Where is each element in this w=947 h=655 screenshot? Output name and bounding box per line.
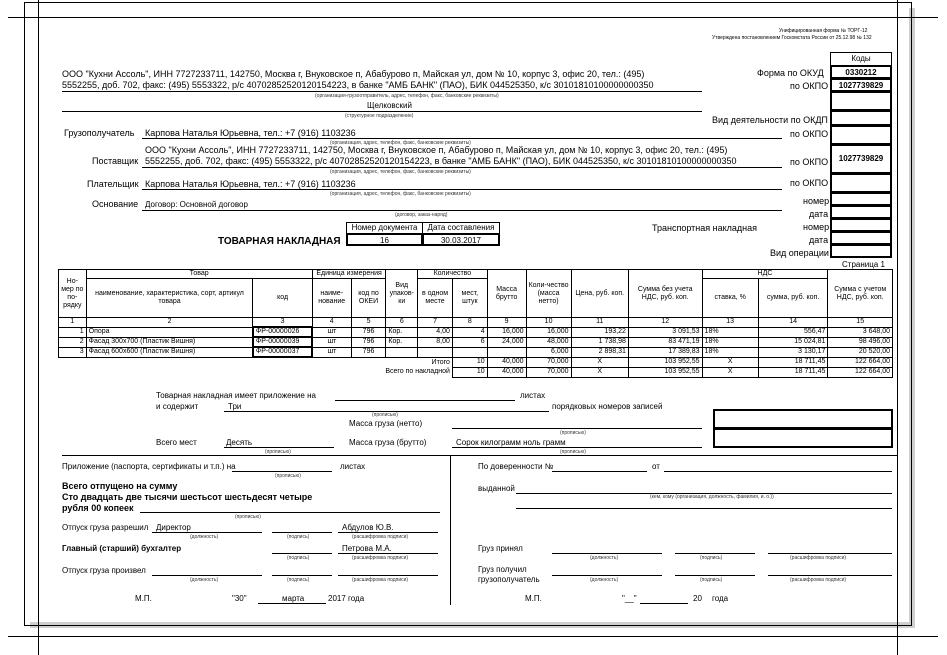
basis-caption: (договор, заказ-наряд) <box>395 212 448 218</box>
h-goods: Товар <box>86 270 312 279</box>
row-in-one: 8,00 <box>418 337 453 347</box>
col-num: 3 <box>253 318 312 328</box>
table-row <box>59 327 893 337</box>
col-num: 8 <box>452 318 487 328</box>
row-net: 6,000 <box>526 347 571 357</box>
itogo-price: X <box>571 357 628 367</box>
row-code: ФР-00000026 <box>253 327 312 337</box>
row-places: 4 <box>452 327 487 337</box>
supplier-label: Поставщик <box>92 156 139 166</box>
h-okei: код по ОКЕИ <box>351 279 386 318</box>
transport-date-label: дата <box>809 235 829 245</box>
itogo-label: Итого <box>59 357 453 367</box>
appendix-sheets: листах <box>340 462 366 471</box>
doc-number: 16 <box>346 233 423 246</box>
propis-caption-2: (прописью) <box>560 430 586 436</box>
released-by-label: Отпуск груза произвел <box>62 566 146 575</box>
row-price: 193,22 <box>571 327 628 337</box>
mass-box-2 <box>713 428 893 448</box>
sign-caption-2: (подпись) <box>287 555 310 561</box>
released-sum-label: Всего отпущено на сумму <box>62 481 178 491</box>
page-top-line <box>8 17 938 18</box>
h-price: Цена, руб. коп. <box>571 270 628 318</box>
row-name: Опора <box>86 327 253 337</box>
h-qty: Количество <box>418 270 488 279</box>
appendix-label: Приложение (паспорта, сертификаты и т.п.) на <box>62 462 236 471</box>
row-vat: 3 130,17 <box>758 347 828 357</box>
date-day-2: "__" <box>622 594 637 603</box>
basis-date <box>830 205 892 219</box>
sign-caption-5: (подпись) <box>700 577 723 583</box>
row-num: 3 <box>59 347 87 357</box>
table-row <box>59 347 893 357</box>
decode-caption-1: (расшифровка подписи) <box>352 534 409 540</box>
row-vat: 15 024,81 <box>758 337 828 347</box>
payer-label: Плательщик <box>87 179 139 189</box>
col-num: 7 <box>418 318 453 328</box>
h-places: мест, штук <box>452 279 487 318</box>
row-in-one: 4,00 <box>418 327 453 337</box>
col-num: 12 <box>628 318 702 328</box>
consignee-value: Карпова Наталья Юрьевна, тел.: +7 (916) 1103236 <box>145 128 356 138</box>
column-numbers-row <box>59 318 893 328</box>
division-caption: (структурное подразделение) <box>345 113 414 119</box>
okud-value: 0330212 <box>830 65 892 79</box>
vsego-sum: 103 952,55 <box>628 367 702 377</box>
row-pack: Кор. <box>386 327 418 337</box>
consignee-caption: (организация, адрес, телефон, факс, банковские реквизиты) <box>330 140 471 146</box>
col-num: 1 <box>59 318 87 328</box>
okpo-label: по ОКПО <box>790 81 829 91</box>
codes-header: Коды <box>830 52 892 66</box>
h-in-one: в одном месте <box>418 279 453 318</box>
propis-caption-3: (прописью) <box>560 449 586 455</box>
position-caption-4: (должность) <box>590 577 619 583</box>
page-right-line <box>897 0 898 655</box>
h-code: код <box>253 279 312 318</box>
places-value: Десять <box>226 438 253 447</box>
okpo-empty-1 <box>830 91 892 111</box>
row-code: ФР-00000039 <box>253 337 312 347</box>
okpo-label-payer: по ОКПО <box>790 178 829 188</box>
propis-caption-6: (прописью) <box>235 514 261 520</box>
row-total: 98 496,00 <box>828 337 893 347</box>
release-allowed-label: Отпуск груза разрешил <box>62 523 149 532</box>
attach-line1: Товарная накладная имеет приложение на <box>156 391 316 400</box>
h-unit-name: наиме-нование <box>312 279 351 318</box>
row-sum: 3 091,53 <box>628 327 702 337</box>
itogo-net: 70,000 <box>526 357 571 367</box>
transport-label: Транспортная накладная <box>652 223 758 233</box>
okpo-label-consignee: по ОКПО <box>790 129 829 139</box>
col-num: 13 <box>702 318 758 328</box>
row-unit: шт <box>312 327 351 337</box>
propis-caption-5: (прописью) <box>275 473 301 479</box>
form-approved: Утверждена постановлением Госкомстата России от 25.12.98 № 132 <box>712 35 872 41</box>
col-num: 15 <box>828 318 893 328</box>
position-caption-3: (должность) <box>590 555 619 561</box>
sign-caption-3: (подпись) <box>287 577 310 583</box>
shipper-line2: 5552255, доб. 702, факс: (495) 5553322, р/с 40702852520120154223, в банке "АМБ БАНК" (ПАО), БИК 044525350, к/с 30101810100000000350 <box>62 80 654 90</box>
mp-left: М.П. <box>135 594 152 603</box>
position-caption-1: (должность) <box>190 534 219 540</box>
division-value: Щелковский <box>367 101 412 110</box>
released-sum-line1: Сто двадцать две тысячи шестьсот шестьдесят четыре <box>62 492 313 502</box>
row-price: 1 738,98 <box>571 337 628 347</box>
row-sum: 83 471,19 <box>628 337 702 347</box>
row-total: 20 520,00 <box>828 347 893 357</box>
decode-caption-3: (расшифровка подписи) <box>352 577 409 583</box>
basis-number-label: номер <box>803 196 830 206</box>
col-num: 11 <box>571 318 628 328</box>
row-pack: Кор. <box>386 337 418 347</box>
row-sum: 17 389,83 <box>628 347 702 357</box>
basis-date-label: дата <box>809 209 829 219</box>
okpo-payer <box>830 173 892 193</box>
row-vat: 556,47 <box>758 327 828 337</box>
gross-mass-value: Сорок килограмм ноль грамм <box>456 438 566 447</box>
doc-number-header: Номер документа <box>346 222 423 234</box>
okdp-value <box>830 110 892 126</box>
h-vat-sum: сумма, руб. коп. <box>758 279 828 318</box>
h-gross: Масса брутто <box>487 270 526 318</box>
okud-label: Форма по ОКУД <box>757 68 824 78</box>
row-rate: 18% <box>702 337 758 347</box>
release-position: Директор <box>156 523 191 532</box>
table-row <box>59 337 893 347</box>
issued-caption: (кем, кому (организация, должность, фамилия, и. о.)) <box>650 494 774 500</box>
okpo-value: 1027739829 <box>830 78 892 92</box>
row-code: ФР-00000037 <box>253 347 312 357</box>
basis-label: Основание <box>92 199 139 209</box>
doc-date: 30.03.2017 <box>422 233 500 246</box>
operation-value <box>830 244 892 258</box>
payer-caption: (организация, адрес, телефон, факс, банковские реквизиты) <box>330 191 471 197</box>
vsego-rate: X <box>702 367 758 377</box>
col-num: 2 <box>86 318 253 328</box>
released-sum-line2: рубля 00 копеек <box>62 503 134 513</box>
sign-caption-4: (подпись) <box>700 555 723 561</box>
itogo-places: 10 <box>452 357 487 367</box>
itogo-rate: X <box>702 357 758 367</box>
vsego-row <box>59 367 893 377</box>
col-num: 9 <box>487 318 526 328</box>
row-gross: 24,000 <box>487 337 526 347</box>
decode-caption-2: (расшифровка подписи) <box>352 555 409 561</box>
col-num: 14 <box>758 318 828 328</box>
vsego-price: X <box>571 367 628 377</box>
h-goods-name: наименование, характеристика, сорт, артикул товара <box>86 279 253 318</box>
row-places <box>452 347 487 357</box>
attach-sheets: листах <box>520 391 546 400</box>
propis-caption-1: (прописью) <box>372 412 398 418</box>
h-sum-vat: Сумма с учетом НДС, руб. коп. <box>828 270 893 318</box>
date-year-2: 20 <box>693 594 702 603</box>
row-net: 48,000 <box>526 337 571 347</box>
gross-mass-label: Масса груза (брутто) <box>349 438 427 447</box>
decode-caption-5: (расшифровка подписи) <box>790 577 847 583</box>
attach-value: Три <box>228 402 242 411</box>
itogo-gross: 40,000 <box>487 357 526 367</box>
okpo-supplier: 1027739829 <box>830 144 892 174</box>
doc-date-header: Дата составления <box>422 222 500 234</box>
row-unit: шт <box>312 347 351 357</box>
mp-right: М.П. <box>525 594 542 603</box>
row-total: 3 648,00 <box>828 327 893 337</box>
itogo-sum: 103 952,55 <box>628 357 702 367</box>
date-month: марта <box>282 594 305 603</box>
cargo-received-label: Груз получил <box>478 565 527 574</box>
h-unit: Единица измерения <box>312 270 386 279</box>
release-name: Абдулов Ю.В. <box>342 523 394 532</box>
vsego-vat: 18 711,45 <box>758 367 828 377</box>
basis-number <box>830 192 892 206</box>
row-num: 1 <box>59 327 87 337</box>
page-left-line <box>38 0 39 655</box>
accountant-name: Петрова М.А. <box>342 544 392 553</box>
net-mass-label: Масса груза (нетто) <box>349 419 423 428</box>
page-bottom-line <box>8 636 938 637</box>
issued-label: выданной <box>478 484 515 493</box>
transport-number-label: номер <box>803 222 830 232</box>
row-name: Фасад 300x700 (Пластик Вишня) <box>86 337 253 347</box>
vsego-total: 122 664,00 <box>828 367 893 377</box>
h-vat: НДС <box>702 270 828 279</box>
transport-date <box>830 231 892 245</box>
row-rate: 18% <box>702 347 758 357</box>
okpo-label-supplier: по ОКПО <box>790 157 829 167</box>
itogo-row <box>59 357 893 367</box>
itogo-total: 122 664,00 <box>828 357 893 367</box>
shipper-line1: ООО "Кухни Ассоль", ИНН 7727233711, 142750, Москва г, Внуковское п, Абабурово п, Майская ул, дом № 10, корпус 3, офис 20, тел.: (495) <box>62 69 645 79</box>
attach-line2: и содержит <box>156 402 199 411</box>
row-price: 2 898,31 <box>571 347 628 357</box>
row-rate: 18% <box>702 327 758 337</box>
supplier-line2: 5552255, доб. 702, факс: (495) 5553322, р/с 40702852520120154223, в банке "АМБ БАНК" (ПАО), БИК 044525350, к/с 30101810100000000350 <box>145 156 737 166</box>
row-in-one <box>418 347 453 357</box>
page-number: Страница 1 <box>842 260 885 269</box>
cargo-accepted-label: Груз принял <box>478 544 523 553</box>
consignee-label: Грузополучатель <box>64 128 135 138</box>
row-unit: шт <box>312 337 351 347</box>
basis-value: Договор: Основной договор <box>145 200 248 209</box>
h-qty-net: Коли-чество (масса нетто) <box>526 270 571 318</box>
row-gross <box>487 347 526 357</box>
h-sum-novat: Сумма без учета НДС, руб. коп. <box>628 270 702 318</box>
proxy-label: По доверенности № <box>478 462 554 471</box>
mass-box-1 <box>713 409 893 429</box>
col-num: 4 <box>312 318 351 328</box>
payer-value: Карпова Наталья Юрьевна, тел.: +7 (916) 1103236 <box>145 179 356 189</box>
date-day: "30" <box>232 594 247 603</box>
decode-caption-4: (расшифровка подписи) <box>790 555 847 561</box>
row-net: 16,000 <box>526 327 571 337</box>
row-okei: 796 <box>351 327 386 337</box>
okdp-label: Вид деятельности по ОКДП <box>712 115 828 125</box>
proxy-from: от <box>652 462 660 471</box>
vsego-net: 70,000 <box>526 367 571 377</box>
row-okei: 796 <box>351 347 386 357</box>
col-num: 6 <box>386 318 418 328</box>
consignee-word: грузополучатель <box>478 575 540 584</box>
supplier-caption: (организация, адрес, телефон, факс, банковские реквизиты) <box>330 169 471 175</box>
shipper-caption: (организация-грузоотправитель, адрес, телефон, факс, банковские реквизиты) <box>315 93 499 99</box>
date-year: 2017 года <box>328 594 365 603</box>
itogo-vat: 18 711,45 <box>758 357 828 367</box>
vsego-label: Всего по накладной <box>59 367 453 377</box>
accountant-label: Главный (старший) бухгалтер <box>62 544 182 553</box>
position-caption-2: (должность) <box>190 577 219 583</box>
supplier-line1: ООО "Кухни Ассоль", ИНН 7727233711, 142750, Москва г, Внуковское п, Абабурово п, Майская ул, дом № 10, корпус 3, офис 20, тел.: (495) <box>145 145 728 155</box>
vsego-places: 10 <box>452 367 487 377</box>
serial-records: порядковых номеров записей <box>552 402 663 411</box>
propis-caption-4: (прописью) <box>265 449 291 455</box>
row-places: 6 <box>452 337 487 347</box>
col-num: 5 <box>351 318 386 328</box>
sign-caption-1: (подпись) <box>287 534 310 540</box>
okpo-consignee <box>830 125 892 145</box>
col-num: 10 <box>526 318 571 328</box>
row-name: Фасад 600x600 (Пластик Вишня) <box>86 347 253 357</box>
operation-label: Вид операции <box>770 248 829 258</box>
row-pack <box>386 347 418 357</box>
goods-table <box>58 269 893 378</box>
h-vat-rate: ставка, % <box>702 279 758 318</box>
form-unified: Унифицированная форма № ТОРГ-12 <box>779 28 868 34</box>
row-gross: 16,000 <box>487 327 526 337</box>
date-year-word-2: года <box>712 594 729 603</box>
transport-number <box>830 218 892 232</box>
vsego-gross: 40,000 <box>487 367 526 377</box>
document-title: ТОВАРНАЯ НАКЛАДНАЯ <box>218 236 341 247</box>
row-num: 2 <box>59 337 87 347</box>
row-okei: 796 <box>351 337 386 347</box>
h-rownum: Но-мер по по-рядку <box>59 270 87 318</box>
places-label: Всего мест <box>156 438 197 447</box>
h-pack: Вид упаков-ки <box>386 270 418 318</box>
